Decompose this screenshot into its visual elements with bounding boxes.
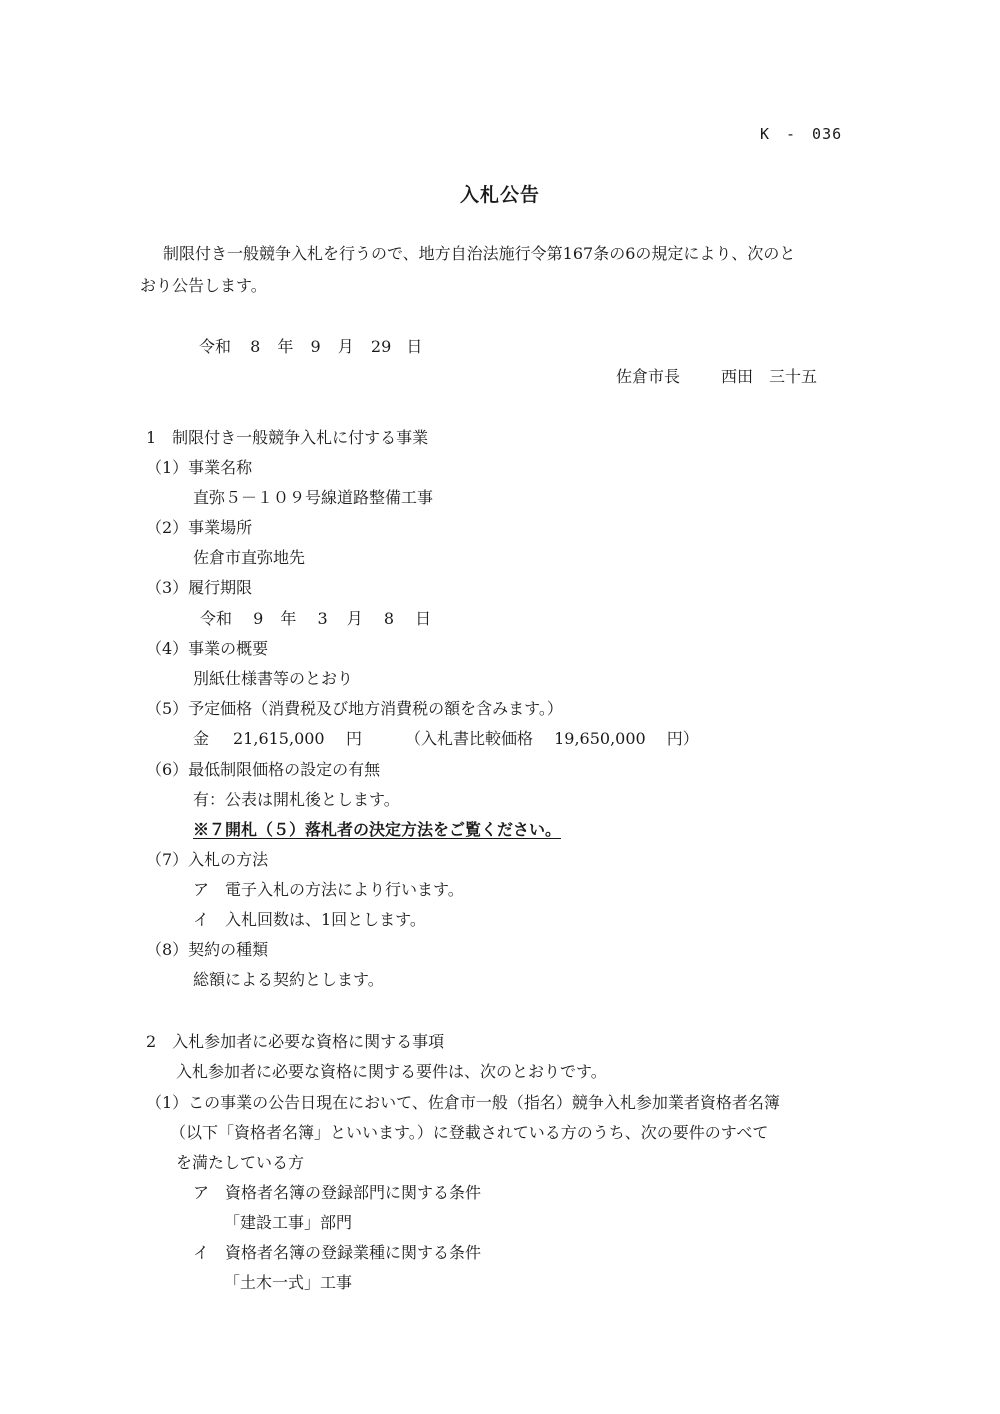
notice-date-era: 令和 [199,337,232,356]
item2-label: （2）事業場所 [146,518,253,537]
notice-date-day-unit: 日 [406,337,423,356]
notice-date-month-unit: 月 [337,337,354,356]
item1-value: 直弥５－１０９号線道路整備工事 [193,488,434,507]
item7-label: （7）入札の方法 [146,850,269,869]
sub-b-label: イ 資格者名簿の登録業種に関する条件 [193,1243,482,1262]
issuer-name: 西田 三十五 [721,367,818,386]
item6-value: 有：公表は開札後とします。 [193,790,400,809]
deadline-era: 令和 [200,609,233,628]
deadline-date [200,611,431,627]
notice-date-month: 9 [310,337,321,356]
item4-label: （4）事業の概要 [146,639,269,658]
item6-note: ※７開札（５）落札者の決定方法をご覧ください。 [193,820,562,839]
page-title: 入札公告 [459,184,540,206]
item6-label: （6）最低制限価格の設定の有無 [146,760,381,779]
item2-value: 佐倉市直弥地先 [193,548,306,567]
sub-a-value: 「建設工事」部門 [224,1213,353,1232]
deadline-day: 8 [383,609,395,628]
deadline-day-unit: 日 [415,609,432,628]
item7-option-a: ア 電子入札の方法により行います。 [193,880,464,899]
section2-item1-line2: （以下「資格者名簿」といいます。）に登載されている方のうち、次の要件のすべて [170,1123,769,1142]
section2-item1-line3: を満たしている方 [176,1153,305,1172]
item5-label: （5）予定価格（消費税及び地方消費税の額を含みます。） [146,699,563,718]
item5-unit: 円 [346,729,363,748]
item4-value: 別紙仕様書等のとおり [193,669,354,688]
intro-line-2: おり公告します。 [140,276,267,295]
item7-option-b: イ 入札回数は、1回とします。 [193,910,426,929]
item8-label: （8）契約の種類 [146,940,269,959]
document-id: K - 036 [760,125,843,143]
deadline-month-unit: 月 [346,609,363,628]
section2-lead: 入札参加者に必要な資格に関する要件は、次のとおりです。 [176,1062,607,1081]
notice-date-day: 29 [370,337,392,356]
sub-b-value: 「土木一式」工事 [224,1273,353,1292]
item5-compare-price: （入札書比較価格 19,650,000 円） [405,729,699,748]
intro-line-1: 制限付き一般競争入札を行うので、地方自治法施行令第167条の6の規定により、次のと [163,244,796,263]
issuer-position: 佐倉市長 [616,367,681,386]
deadline-year-unit: 年 [280,609,297,628]
section2-heading: 2 入札参加者に必要な資格に関する事項 [146,1032,445,1051]
sub-a-label: ア 資格者名簿の登録部門に関する条件 [193,1183,482,1202]
item8-value: 総額による契約とします。 [193,970,384,989]
deadline-year: 9 [253,609,264,628]
item1-label: （1）事業名称 [146,458,253,477]
notice-date-year-unit: 年 [277,337,294,356]
section2-item1-line1: （1）この事業の公告日現在において、佐倉市一般（指名）競争入札参加業者資格者名簿 [146,1093,780,1112]
notice-date [199,339,422,355]
item5-prefix: 金 [193,729,210,748]
item3-label: （3）履行期限 [146,578,253,597]
section1-heading: 1 制限付き一般競争入札に付する事業 [146,428,429,447]
deadline-month: 3 [317,609,328,628]
item5-amount: 21,615,000 [233,729,325,748]
notice-date-year: 8 [250,337,261,356]
